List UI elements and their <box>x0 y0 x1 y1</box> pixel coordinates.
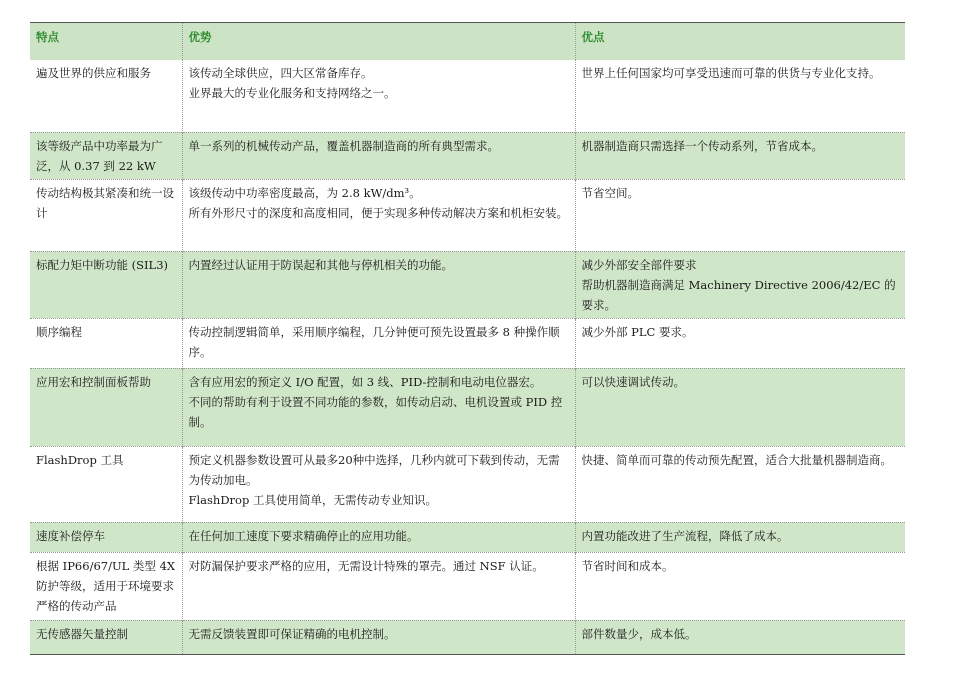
advantage-line: 业界最大的专业化服务和支持网络之一。 <box>188 86 396 100</box>
table-row <box>30 620 905 654</box>
table-body <box>30 60 905 654</box>
advantage-line: 单一系列的机械传动产品，覆盖机器制造商的所有典型需求。 <box>188 138 499 153</box>
table-row <box>30 552 905 620</box>
table-row <box>30 179 905 251</box>
benefit-line: 节省空间。 <box>581 185 639 200</box>
advantage-line: 在任何加工速度下要求精确停止的应用功能。 <box>188 528 419 543</box>
advantage-cell <box>182 251 575 318</box>
header-advantage: 优势 <box>182 23 575 61</box>
advantage-line: 该级传动中功率密度最高，为 2.8 kW/dm³。 <box>188 185 421 200</box>
advantage-line: 对防漏保护要求严格的应用，无需设计特殊的罩壳。通过 NSF 认证。 <box>188 558 544 573</box>
table-row <box>30 132 905 179</box>
benefit-line: 快捷、简单而可靠的传动预先配置，适合大批量机器制造商。 <box>581 452 892 467</box>
feature-cell: 应用宏和控制面板帮助 <box>30 368 182 446</box>
benefit-line: 减少外部 PLC 要求。 <box>581 324 694 339</box>
benefit-line: 可以快速调试传动。 <box>581 374 685 389</box>
advantage-line: 不同的帮助有利于设置不同功能的参数，如传动启动、电机设置或 PID 控制。 <box>188 394 563 429</box>
table-row <box>30 368 905 446</box>
benefit-line: 机器制造商只需选择一个传动系列，节省成本。 <box>581 138 823 153</box>
advantage-line: 所有外形尺寸的深度和高度相同，便于实现多种传动解决方案和机柜安装。 <box>188 205 568 220</box>
feature-cell: 该等级产品中功率最为广泛，从 0.37 到 22 kW <box>30 132 182 179</box>
advantage-cell <box>182 179 575 251</box>
header-row <box>30 23 905 61</box>
advantage-cell <box>182 60 575 132</box>
benefit-cell <box>575 522 905 552</box>
benefit-line: 节省时间和成本。 <box>581 558 674 573</box>
table-row <box>30 522 905 552</box>
benefit-cell <box>575 552 905 620</box>
feature-cell: FlashDrop 工具 <box>30 446 182 522</box>
features-table <box>30 22 905 655</box>
advantage-cell <box>182 368 575 446</box>
advantage-cell <box>182 620 575 654</box>
feature-cell: 根据 IP66/67/UL 类型 4X 防护等级，适用于环境要求严格的传动产品 <box>30 552 182 620</box>
benefit-cell <box>575 179 905 251</box>
benefit-line: 世界上任何国家均可享受迅速而可靠的供货与专业化支持。 <box>581 66 881 80</box>
feature-cell: 速度补偿停车 <box>30 522 182 552</box>
advantage-line: 内置经过认证用于防误起和其他与停机相关的功能。 <box>188 257 453 272</box>
benefit-cell <box>575 318 905 368</box>
table-row <box>30 251 905 318</box>
advantage-cell <box>182 318 575 368</box>
header-benefit: 优点 <box>575 23 905 61</box>
feature-cell: 标配力矩中断功能 (SIL3) <box>30 251 182 318</box>
advantage-line: 传动控制逻辑简单，采用顺序编程，几分钟便可预先设置最多 8 种操作顺序。 <box>188 324 560 359</box>
feature-cell: 顺序编程 <box>30 318 182 368</box>
table-row <box>30 60 905 132</box>
advantage-cell <box>182 552 575 620</box>
advantage-line: 该传动全球供应，四大区常备库存。 <box>188 66 373 80</box>
benefit-line: 帮助机器制造商满足 Machinery Directive 2006/42/EC 的要求。 <box>581 277 896 312</box>
benefit-line: 减少外部安全部件要求 <box>581 257 697 272</box>
advantage-cell <box>182 132 575 179</box>
table-header <box>30 23 905 61</box>
benefit-cell <box>575 60 905 132</box>
feature-cell: 无传感器矢量控制 <box>30 620 182 654</box>
feature-cell: 遍及世界的供应和服务 <box>36 66 151 80</box>
benefit-cell <box>575 446 905 522</box>
benefit-cell <box>575 132 905 179</box>
benefit-cell <box>575 620 905 654</box>
benefit-cell <box>575 251 905 318</box>
header-feature: 特点 <box>30 23 182 61</box>
advantage-line: 无需反馈装置即可保证精确的电机控制。 <box>188 626 396 641</box>
table-row <box>30 318 905 368</box>
advantage-line: FlashDrop 工具使用简单，无需传动专业知识。 <box>188 492 437 507</box>
benefit-cell <box>575 368 905 446</box>
benefit-line: 内置功能改进了生产流程，降低了成本。 <box>581 528 789 543</box>
table-row <box>30 446 905 522</box>
advantage-cell <box>182 522 575 552</box>
feature-cell: 传动结构极其紧凑和统一设计 <box>30 179 182 251</box>
advantage-line: 含有应用宏的预定义 I/O 配置，如 3 线、PID-控制和电动电位器宏。 <box>188 374 542 389</box>
advantage-cell <box>182 446 575 522</box>
benefit-line: 部件数量少，成本低。 <box>581 626 697 641</box>
advantage-line: 预定义机器参数设置可从最多20种中选择，几秒内就可下载到传动，无需为传动加电。 <box>188 452 560 487</box>
